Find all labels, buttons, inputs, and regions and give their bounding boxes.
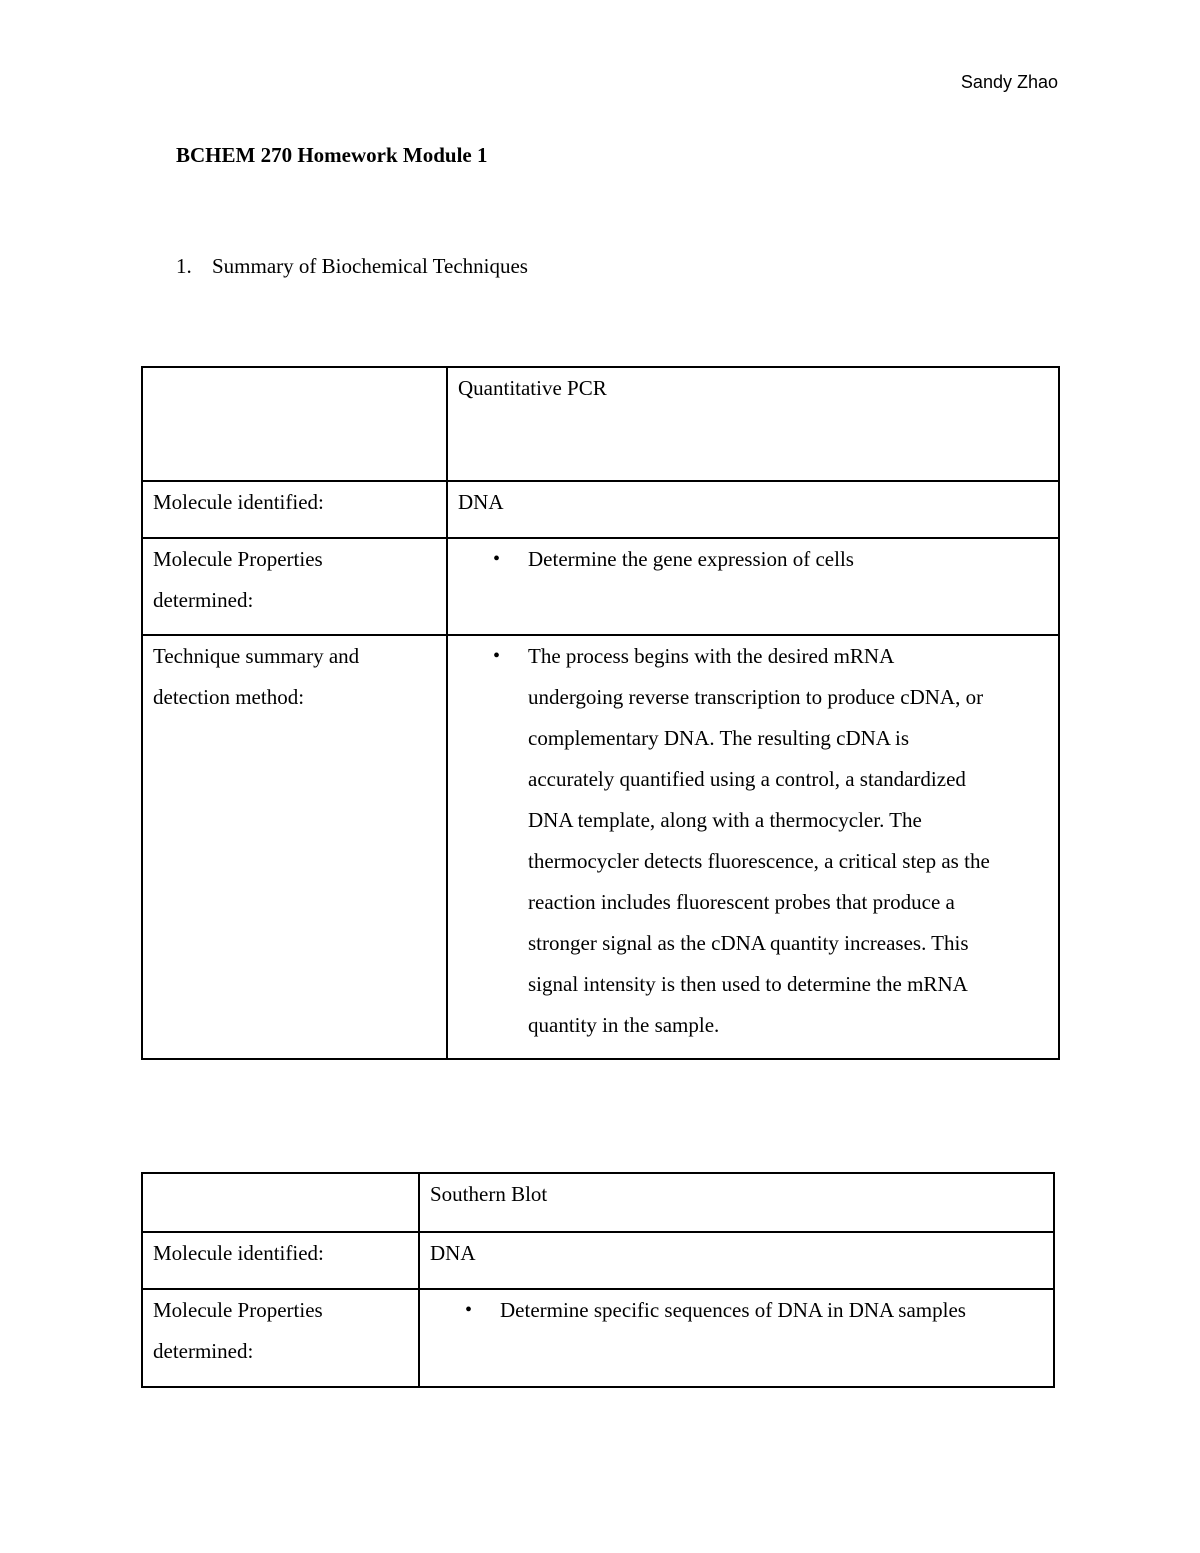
text-line: stronger signal as the cDNA quantity increases. This xyxy=(528,931,969,955)
row-label xyxy=(142,635,447,1059)
list-item xyxy=(465,1290,1043,1331)
text-line: accurately quantified using a control, a standardized xyxy=(528,767,966,791)
label-line: Molecule Properties xyxy=(153,547,323,571)
list-item xyxy=(493,636,1048,1046)
row-label: Molecule identified: xyxy=(142,481,447,538)
bullet-text: Determine the gene expression of cells xyxy=(528,547,854,571)
bullet-list xyxy=(458,636,1048,1046)
row-label: Molecule identified: xyxy=(142,1232,419,1289)
table-row xyxy=(142,481,1059,538)
bullet-icon: • xyxy=(493,548,501,570)
section-number: 1. xyxy=(176,254,192,278)
text-line: reaction includes fluorescent probes that produce a xyxy=(528,890,955,914)
text-line: signal intensity is then used to determine the mRNA xyxy=(528,972,968,996)
section-label: Summary of Biochemical Techniques xyxy=(212,254,528,278)
table-row xyxy=(142,1289,1054,1387)
table-row xyxy=(142,538,1059,635)
text-line: thermocycler detects fluorescence, a critical step as the xyxy=(528,849,990,873)
section-heading xyxy=(176,254,528,279)
table-row xyxy=(142,635,1059,1059)
row-label xyxy=(142,538,447,635)
row-label xyxy=(142,1289,419,1387)
table-row xyxy=(142,1232,1054,1289)
table-cell-empty xyxy=(142,367,447,481)
label-line: Molecule Properties xyxy=(153,1298,323,1322)
technique-name: Quantitative PCR xyxy=(447,367,1059,481)
row-value xyxy=(447,635,1059,1059)
bullet-text: Determine specific sequences of DNA in DNA samples xyxy=(500,1298,966,1322)
technique-name: Southern Blot xyxy=(419,1173,1054,1232)
bullet-list xyxy=(430,1290,1043,1331)
author-name: Sandy Zhao xyxy=(960,72,1058,92)
list-item xyxy=(493,539,1048,580)
text-line: undergoing reverse transcription to produce cDNA, or xyxy=(528,685,984,709)
table-cell-empty xyxy=(142,1173,419,1232)
text-line: complementary DNA. The resulting cDNA is xyxy=(528,726,910,750)
row-value xyxy=(419,1289,1054,1387)
text-line: DNA template, along with a thermocycler. The xyxy=(528,808,922,832)
qpcr-table xyxy=(141,366,1060,1060)
bullet-icon: • xyxy=(465,1299,473,1321)
label-line: Technique summary and xyxy=(153,644,360,668)
label-line: determined: xyxy=(153,588,254,612)
bullet-icon: • xyxy=(493,645,501,667)
label-line: determined: xyxy=(153,1339,254,1363)
row-value: DNA xyxy=(447,481,1059,538)
document-title: BCHEM 270 Homework Module 1 xyxy=(176,143,488,167)
bullet-list xyxy=(458,539,1048,580)
table-row xyxy=(142,367,1059,481)
text-line: The process begins with the desired mRNA xyxy=(528,644,895,668)
label-line: detection method: xyxy=(153,685,305,709)
southern-blot-table xyxy=(141,1172,1055,1388)
row-value xyxy=(447,538,1059,635)
text-line: quantity in the sample. xyxy=(528,1013,720,1037)
row-value: DNA xyxy=(419,1232,1054,1289)
table-row xyxy=(142,1173,1054,1232)
